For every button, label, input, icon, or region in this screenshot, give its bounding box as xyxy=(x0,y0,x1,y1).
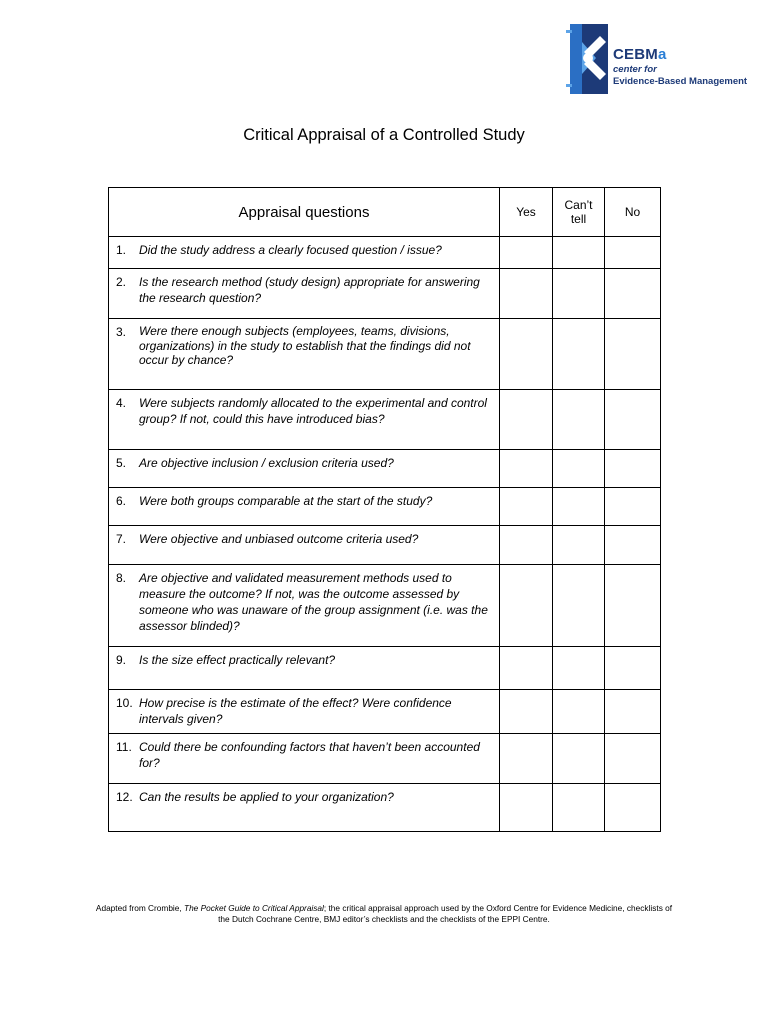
question-number: 5. xyxy=(116,456,127,470)
answer-cell-no[interactable] xyxy=(605,450,661,488)
question-number: 3. xyxy=(116,325,127,339)
table-row xyxy=(109,319,661,390)
answer-cell-no[interactable] xyxy=(605,237,661,269)
answer-cell-cant-tell[interactable] xyxy=(553,734,605,784)
header-cant-tell: Can’t tell xyxy=(553,188,605,237)
question-text: Were objective and unbiased outcome criteria used? xyxy=(139,532,419,546)
question-text: Can the results be applied to your organization? xyxy=(139,790,394,804)
question-text: Could there be confounding factors that haven’t been accounted for? xyxy=(139,740,480,770)
table-row xyxy=(109,784,661,832)
table-row xyxy=(109,734,661,784)
answer-cell-yes[interactable] xyxy=(500,319,553,390)
cebma-logo-mark-icon xyxy=(566,22,611,96)
table-row xyxy=(109,647,661,690)
question-number: 11. xyxy=(116,740,132,754)
answer-cell-cant-tell[interactable] xyxy=(553,647,605,690)
answer-cell-no[interactable] xyxy=(605,784,661,832)
question-cell xyxy=(109,647,500,690)
question-number: 4. xyxy=(116,396,127,410)
question-text: Were subjects randomly allocated to the experimental and control group? If not, could this have introduced bias? xyxy=(139,396,487,426)
question-content xyxy=(109,526,499,547)
question-number: 7. xyxy=(116,532,127,546)
question-cell xyxy=(109,488,500,526)
answer-cell-no[interactable] xyxy=(605,734,661,784)
question-number: 2. xyxy=(116,275,127,289)
question-number: 10. xyxy=(116,696,133,710)
answer-cell-yes[interactable] xyxy=(500,690,553,734)
answer-cell-cant-tell[interactable] xyxy=(553,488,605,526)
answer-cell-yes[interactable] xyxy=(500,526,553,565)
answer-cell-no[interactable] xyxy=(605,319,661,390)
answer-cell-cant-tell[interactable] xyxy=(553,237,605,269)
question-content xyxy=(109,237,499,258)
answer-cell-cant-tell[interactable] xyxy=(553,565,605,647)
question-content xyxy=(109,647,499,668)
table-row xyxy=(109,450,661,488)
table-row xyxy=(109,565,661,647)
question-number: 9. xyxy=(116,653,127,667)
table-row xyxy=(109,390,661,450)
question-content xyxy=(109,734,499,771)
answer-cell-no[interactable] xyxy=(605,647,661,690)
table-header-row xyxy=(109,188,661,237)
logo-brand-main: CEBM xyxy=(613,46,658,63)
question-cell xyxy=(109,450,500,488)
question-content xyxy=(109,784,499,805)
logo-subtitle-line1: center for xyxy=(613,64,657,75)
question-content xyxy=(109,319,499,368)
table-row xyxy=(109,237,661,269)
question-cell xyxy=(109,269,500,319)
cebma-logo-text xyxy=(613,47,747,88)
answer-cell-yes[interactable] xyxy=(500,269,553,319)
question-cell xyxy=(109,784,500,832)
logo-subtitle-line2: Evidence-Based Management xyxy=(613,76,748,87)
question-cell xyxy=(109,690,500,734)
question-cell xyxy=(109,526,500,565)
logo-brand xyxy=(613,47,747,62)
answer-cell-yes[interactable] xyxy=(500,647,553,690)
question-content xyxy=(109,488,499,509)
answer-cell-yes[interactable] xyxy=(500,450,553,488)
question-cell xyxy=(109,237,500,269)
answer-cell-no[interactable] xyxy=(605,488,661,526)
footnote-suffix: ; the critical appraisal approach used by the Oxford Centre for Evidence Medicine, checklists of the Dutch Cochrane Centre, BMJ editor’s checklists and the checklists of the EPPI Centre. xyxy=(218,903,673,924)
question-cell xyxy=(109,319,500,390)
question-content xyxy=(109,690,499,727)
footnote xyxy=(90,903,678,925)
answer-cell-yes[interactable] xyxy=(500,734,553,784)
question-text: Is the size effect practically relevant? xyxy=(139,653,336,667)
answer-cell-cant-tell[interactable] xyxy=(553,390,605,450)
answer-cell-cant-tell[interactable] xyxy=(553,784,605,832)
answer-cell-no[interactable] xyxy=(605,526,661,565)
answer-cell-cant-tell[interactable] xyxy=(553,269,605,319)
page-title: Critical Appraisal of a Controlled Study xyxy=(243,126,525,144)
question-text: Were there enough subjects (employees, teams, divisions, organizations) in the study to establish that the findings did not occur by chance? xyxy=(139,324,471,367)
question-cell xyxy=(109,390,500,450)
table-row xyxy=(109,526,661,565)
question-number: 6. xyxy=(116,494,127,508)
answer-cell-cant-tell[interactable] xyxy=(553,690,605,734)
question-cell xyxy=(109,565,500,647)
question-text: How precise is the estimate of the effect? Were confidence intervals given? xyxy=(139,696,452,726)
question-content xyxy=(109,269,499,306)
answer-cell-no[interactable] xyxy=(605,390,661,450)
question-text: Were both groups comparable at the start of the study? xyxy=(139,494,433,508)
answer-cell-yes[interactable] xyxy=(500,565,553,647)
appraisal-table xyxy=(108,187,661,832)
question-content xyxy=(109,450,499,471)
answer-cell-yes[interactable] xyxy=(500,390,553,450)
answer-cell-yes[interactable] xyxy=(500,488,553,526)
answer-cell-cant-tell[interactable] xyxy=(553,319,605,390)
answer-cell-no[interactable] xyxy=(605,565,661,647)
question-text: Is the research method (study design) appropriate for answering the research question? xyxy=(139,275,480,305)
question-content xyxy=(109,565,499,634)
table-row xyxy=(109,488,661,526)
question-number: 8. xyxy=(116,571,127,585)
answer-cell-cant-tell[interactable] xyxy=(553,450,605,488)
answer-cell-cant-tell[interactable] xyxy=(553,526,605,565)
logo-brand-accent: a xyxy=(657,46,667,63)
question-text: Did the study address a clearly focused question / issue? xyxy=(139,243,442,257)
table-row xyxy=(109,690,661,734)
header-yes: Yes xyxy=(500,188,553,237)
answer-cell-yes[interactable] xyxy=(500,784,553,832)
question-text: Are objective and validated measurement methods used to measure the outcome? If not, was the outcome assessed by someone who was unaware of the group assignment (i.e. was the assessor blinded)? xyxy=(139,571,488,633)
cebma-logo xyxy=(566,22,756,96)
header-no: No xyxy=(605,188,661,237)
question-number: 1. xyxy=(116,243,127,257)
footnote-prefix: Adapted from Crombie, xyxy=(95,903,184,913)
answer-cell-yes[interactable] xyxy=(500,237,553,269)
question-cell xyxy=(109,734,500,784)
answer-cell-no[interactable] xyxy=(605,690,661,734)
header-appraisal-questions: Appraisal questions xyxy=(109,188,500,237)
table-row xyxy=(109,269,661,319)
footnote-book-title: The Pocket Guide to Critical Appraisal xyxy=(184,903,324,913)
answer-cell-no[interactable] xyxy=(605,269,661,319)
question-text: Are objective inclusion / exclusion criteria used? xyxy=(139,456,394,470)
question-number: 12. xyxy=(116,790,133,804)
question-content xyxy=(109,390,499,427)
